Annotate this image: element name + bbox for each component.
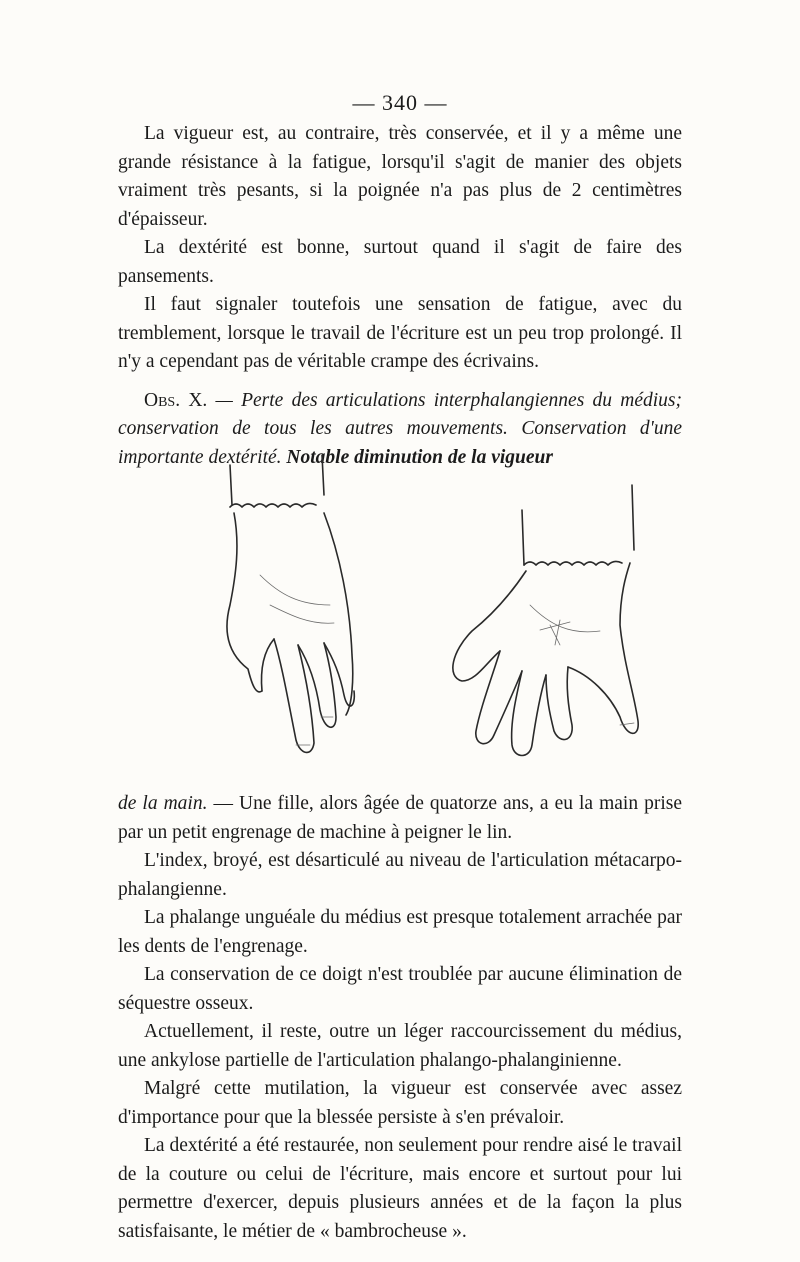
paragraph: Actuellement, il reste, outre un léger raccourcissement du médius, une ankylose partielle de l'articulation phalango-phalanginienne. bbox=[118, 1021, 682, 1071]
top-text-block bbox=[118, 120, 682, 472]
paragraph: La conservation de ce doigt n'est troublée par aucune élimination de séquestre osseux. bbox=[118, 964, 682, 1014]
paragraph: Malgré cette mutilation, la vigueur est conservée avec assez d'importance pour que la blessée persiste à s'en prévaloir. bbox=[118, 1078, 682, 1128]
paragraph: La vigueur est, au contraire, très conservée, et il y a même une grande résistance à la fatigue, lorsqu'il s'agit de manier des objets vraiment très pesants, si la poignée n'a pas plus de 2 centimètres d'épaisseur. bbox=[118, 123, 682, 230]
paragraph: La phalange unguéale du médius est presque totalement arrachée par les dents de l'engrenage. bbox=[118, 907, 682, 957]
hands-illustration bbox=[200, 455, 640, 785]
page-number: — 340 — bbox=[352, 90, 448, 115]
paragraph: L'index, broyé, est désarticulé au niveau de l'articulation métacarpo-phalangienne. bbox=[118, 850, 682, 900]
observation-title-emphasis: Notable diminution de la vigueur bbox=[286, 446, 553, 468]
observation-label: Obs. X. bbox=[144, 389, 208, 411]
left-hand-drawing bbox=[227, 455, 354, 752]
observation-continuation bbox=[118, 790, 682, 847]
observation-dash: — bbox=[207, 389, 242, 411]
observation-title-end: de la main. bbox=[118, 793, 208, 814]
paragraph: La dextérité a été restaurée, non seulement pour rendre aisé le travail de la couture ou celui de l'écriture, mais encore et surtout pour lui permettre d'exercer, depuis plusieurs années et de la façon la plus satisfaisante, le métier de « bambrocheuse ». bbox=[118, 1135, 682, 1242]
right-hand-drawing bbox=[453, 485, 638, 756]
observation-title: Perte des articulations interphalangiennes du médius; conservation de tous les autres mouvements. Conservation d'une importante dextérité. bbox=[118, 389, 682, 468]
observation-intro: — Une fille, alors âgée de quatorze ans, a eu la main prise par un petit engrenage de machine à peigner le lin. bbox=[118, 793, 682, 843]
bottom-text-block bbox=[118, 790, 682, 1246]
hands-drawing bbox=[200, 455, 640, 785]
paragraph: La dextérité est bonne, surtout quand il s'agit de faire des pansements. bbox=[118, 237, 682, 287]
paragraph: Il faut signaler toutefois une sensation de fatigue, avec du tremblement, lorsque le travail de l'écriture est un peu trop prolongé. Il n'y a cependant pas de véritable crampe des écrivains. bbox=[118, 294, 682, 372]
